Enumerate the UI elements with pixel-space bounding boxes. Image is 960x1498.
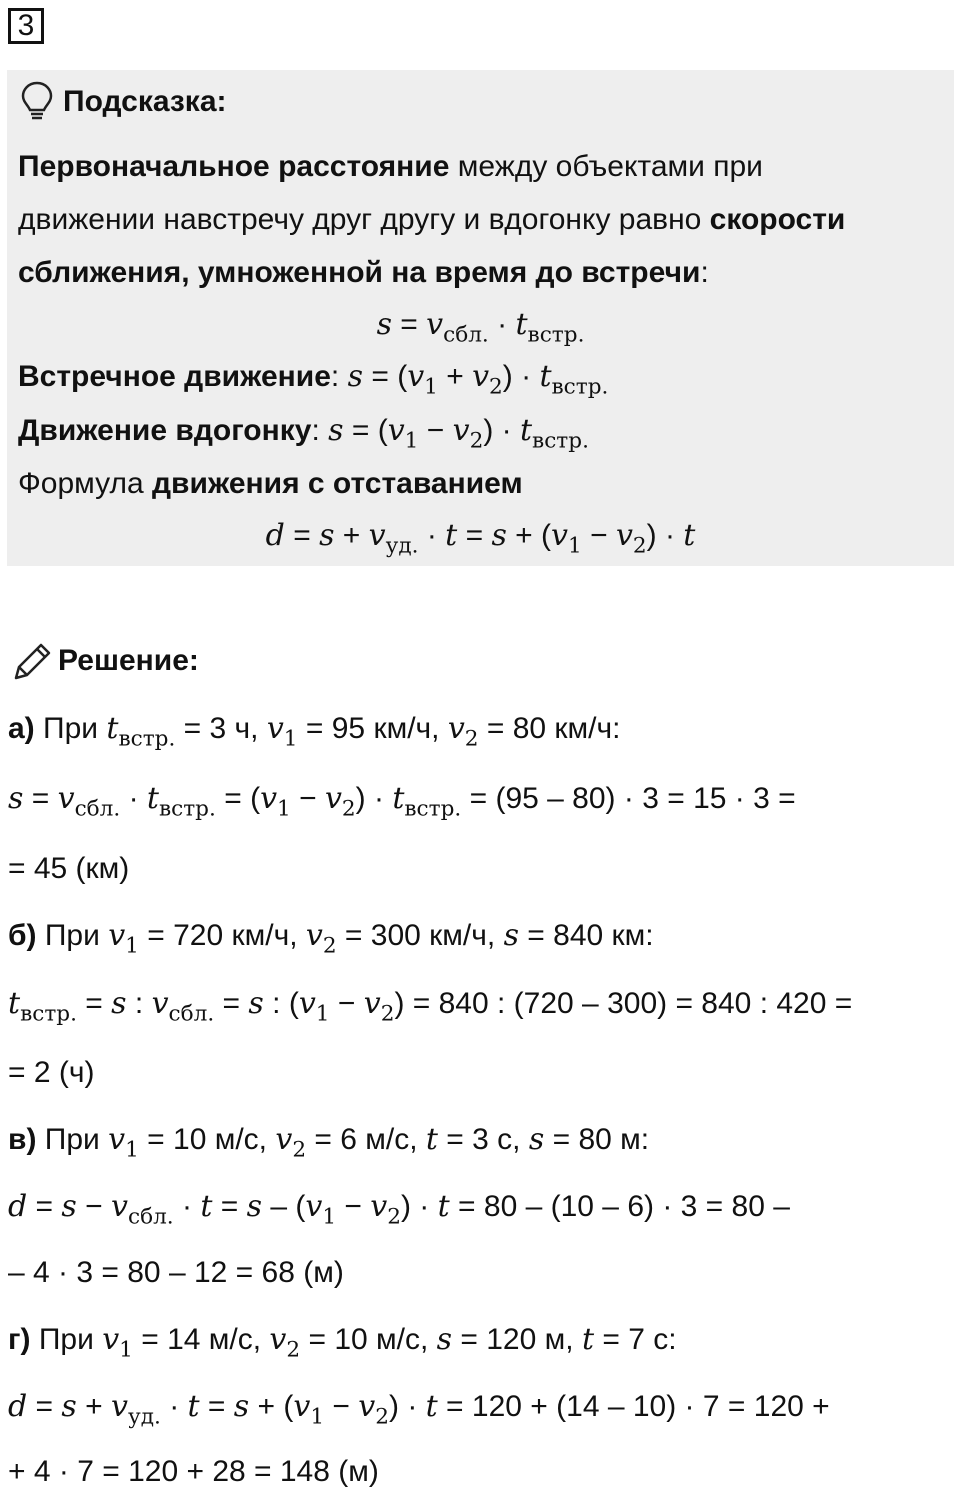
chase-motion-line: Движение вдогонку: $s = (v_1 - v_2) \cdot t_{встр.}$ [18,413,589,454]
lag-formula: $d = s + v_{уд.} \cdot t = s + (v_1 - v_2) \cdot t$ [265,518,696,559]
part-a-condition: а) При $t_{встр.} = 3$ ч, $v_1 = 95$ км/ч, $v_2 = 80$ км/ч: [8,711,621,752]
part-b-line2: = 2 (ч) [8,1056,95,1089]
part-c-line2: – 4 · 3 = 80 – 12 = 68 (м) [8,1256,344,1289]
hint-title: Подсказка: [63,85,227,118]
hint-paragraph-line2: движении навстречу друг другу и вдогонку равно скорости [18,203,846,236]
hint-paragraph-line1: Первоначальное расстояние между объектами при [18,150,763,183]
part-d-line1: $d = s + v_{уд.} \cdot t = s + (v_1 - v_2) \cdot t = 120 + (14 - 10) \cdot 7 = 120$ + [8,1389,830,1430]
lightbulb-icon [19,80,55,122]
pencil-icon [10,640,54,684]
part-c-line1: $d = s - v_{сбл.} \cdot t = s - (v_1 - v_2) \cdot t = 80 - (10 - 6) \cdot 3 = 80$ – [8,1189,790,1230]
part-c-condition: в) При $v_1 = 10$ м/с, $v_2 = 6$ м/с, t = 3 с, s = 80 м: [8,1122,650,1163]
counter-motion-line: Встречное движение: $s = (v_1 + v_2) \cdot t_{встр.}$ [18,359,609,400]
part-a-line2: = 45 (км) [8,852,130,885]
part-b-condition: б) При $v_1 = 720$ км/ч, $v_2 = 300$ км/ч, s = 840 км: [8,918,654,959]
hint-box [7,70,954,566]
part-d-condition: г) При $v_1 = 14$ м/с, $v_2 = 10$ м/с, s = 120 м, t = 7 с: [8,1322,677,1363]
part-d-line2: + 4 · 7 = 120 + 28 = 148 (м) [8,1455,379,1488]
formula-main: $s = v_{сбл.} \cdot t_{встр.}$ [376,307,585,348]
solution-title: Решение: [58,644,199,677]
part-a-line1: $s = v_{сбл.} \cdot t_{встр.} = (v_1 - v_2) \cdot t_{встр.} = (95 - 80) \cdot 3 = 15 \cdot 3$ = [8,781,796,822]
task-number: 3 [8,8,44,44]
part-b-line1: $t_{встр.} = s$ : $v_{сбл.} = s$ : $(v_1 - v_2) = 840$ : (720 – 300) = 840 : 420 = [8,986,853,1027]
hint-paragraph-line3: сближения, умноженной на время до встречи: [18,256,709,289]
lag-motion-line: Формула движения с отставанием [18,467,523,500]
